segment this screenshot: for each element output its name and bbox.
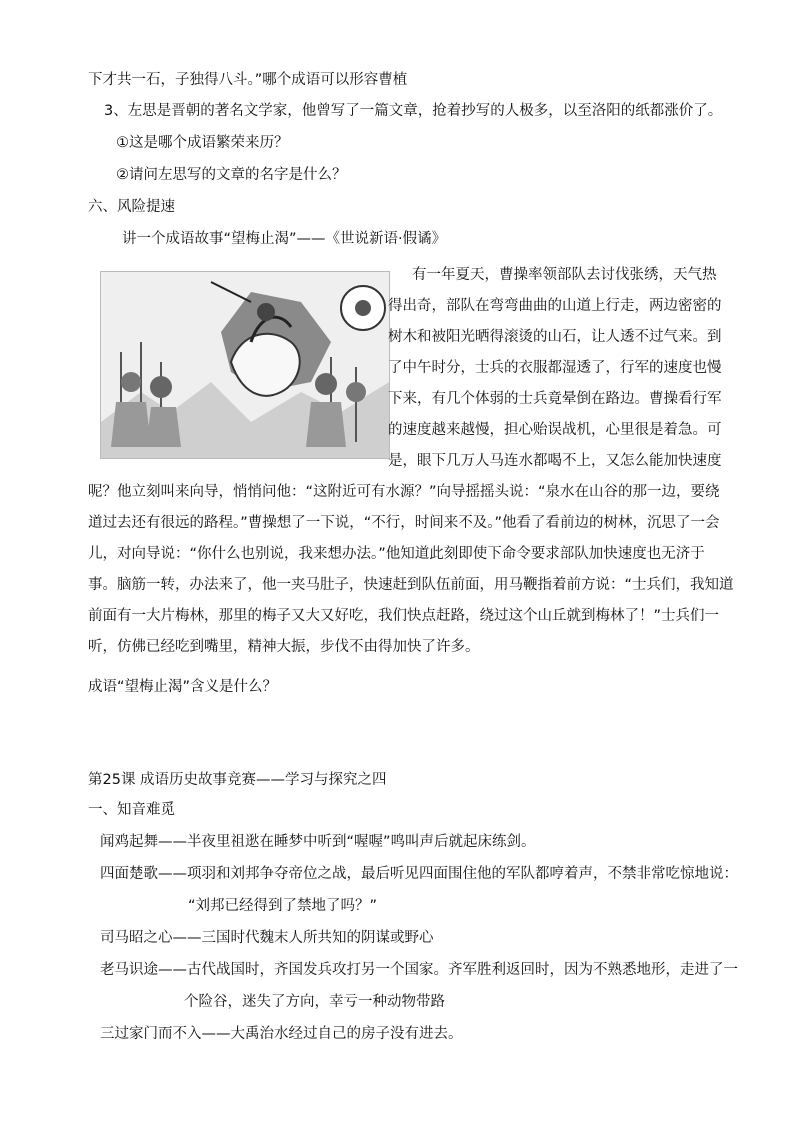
story-question: 成语“望梅止渴”含义是什么？ [88, 679, 278, 695]
story-line: 儿，对向导说：“你什么也别说，我来想办法。”他知道此刻即使下命令要求部队加快速度也无济于 [88, 546, 705, 562]
question-3: 3、左思是晋朝的著名文学家，他曾写了一篇文章，抢着抄写的人极多，以至洛阳的纸都涨价了。 [104, 103, 723, 119]
story-line: 听，仿佛已经吃到嘴里，精神大振，步伐不由得加快了许多。 [88, 639, 480, 655]
section-heading: 六、风险提速 [88, 199, 175, 215]
story-line: 呢？他立刻叫来向导，悄悄问他：“这附近可有水源？”向导摇摇头说：“泉水在山谷的那一边，要绕 [88, 484, 720, 500]
list-item-continuation: “刘邦已经得到了禁地了吗？” [188, 898, 378, 914]
sub-question-1: ①这是哪个成语繁荣来历？ [116, 135, 289, 151]
story-line: 事。脑筋一转，办法来了，他一夹马肚子，快速赶到队伍前面，用马鞭指着前方说：“士兵们，我知道 [88, 577, 734, 593]
story-line: 前面有一大片梅林，那里的梅子又大又好吃，我们快点赶路，绕过这个山丘就到梅林了！”士兵们一 [88, 608, 720, 624]
story-line: 了中午时分，士兵的衣服都湿透了，行军的速度也慢 [388, 360, 722, 376]
story-line: 得出奇，部队在弯弯曲曲的山道上行走，两边密密的 [388, 298, 722, 314]
story-line: 有一年夏天，曹操率领部队去讨伐张绣，天气热 [412, 267, 717, 283]
story-line: 下来，有几个体弱的士兵竟晕倒在路边。曹操看行军 [388, 391, 722, 407]
story-line: 树木和被阳光晒得滚烫的山石，让人透不过气来。到 [388, 329, 722, 345]
list-item: 三过家门而不入——大禹治水经过自己的房子没有进去。 [100, 1026, 463, 1042]
list-item: 司马昭之心——三国时代魏末人所共知的阴谋或野心 [100, 930, 434, 946]
section-heading: 一、知音难觅 [88, 802, 175, 818]
story-illustration [100, 271, 390, 459]
list-item-continuation: 个险谷，迷失了方向，幸亏一种动物带路 [184, 994, 445, 1010]
sub-question-2: ②请问左思写的文章的名字是什么？ [116, 167, 347, 183]
cavalry-illustration-icon [101, 272, 389, 458]
story-intro: 讲一个成语故事“望梅止渴”——《世说新语·假谲》 [122, 231, 447, 247]
story-line: 是，眼下几万人马连水都喝不上，又怎么能加快速度 [388, 453, 722, 469]
list-item: 老马识途——古代战国时，齐国发兵攻打另一个国家。齐军胜利返回时，因为不熟悉地形，走进了一 [100, 962, 738, 978]
list-item: 闻鸡起舞——半夜里祖逖在睡梦中听到“喔喔”鸣叫声后就起床练剑。 [100, 834, 536, 850]
list-item: 四面楚歌——项羽和刘邦争夺帝位之战，最后听见四面围住他的军队都哼着声，不禁非常吃惊地说： [100, 866, 738, 882]
text-line: 下才共一石，子独得八斗。”哪个成语可以形容曹植 [88, 72, 408, 88]
story-line: 道过去还有很远的路程。”曹操想了一下说，“不行，时间来不及。”他看了看前边的树林，沉思了一会 [88, 515, 720, 531]
lesson-title: 第25课 成语历史故事竞赛——学习与探究之四 [88, 772, 387, 788]
story-line: 的速度越来越慢，担心贻误战机，心里很是着急。可 [388, 422, 722, 438]
